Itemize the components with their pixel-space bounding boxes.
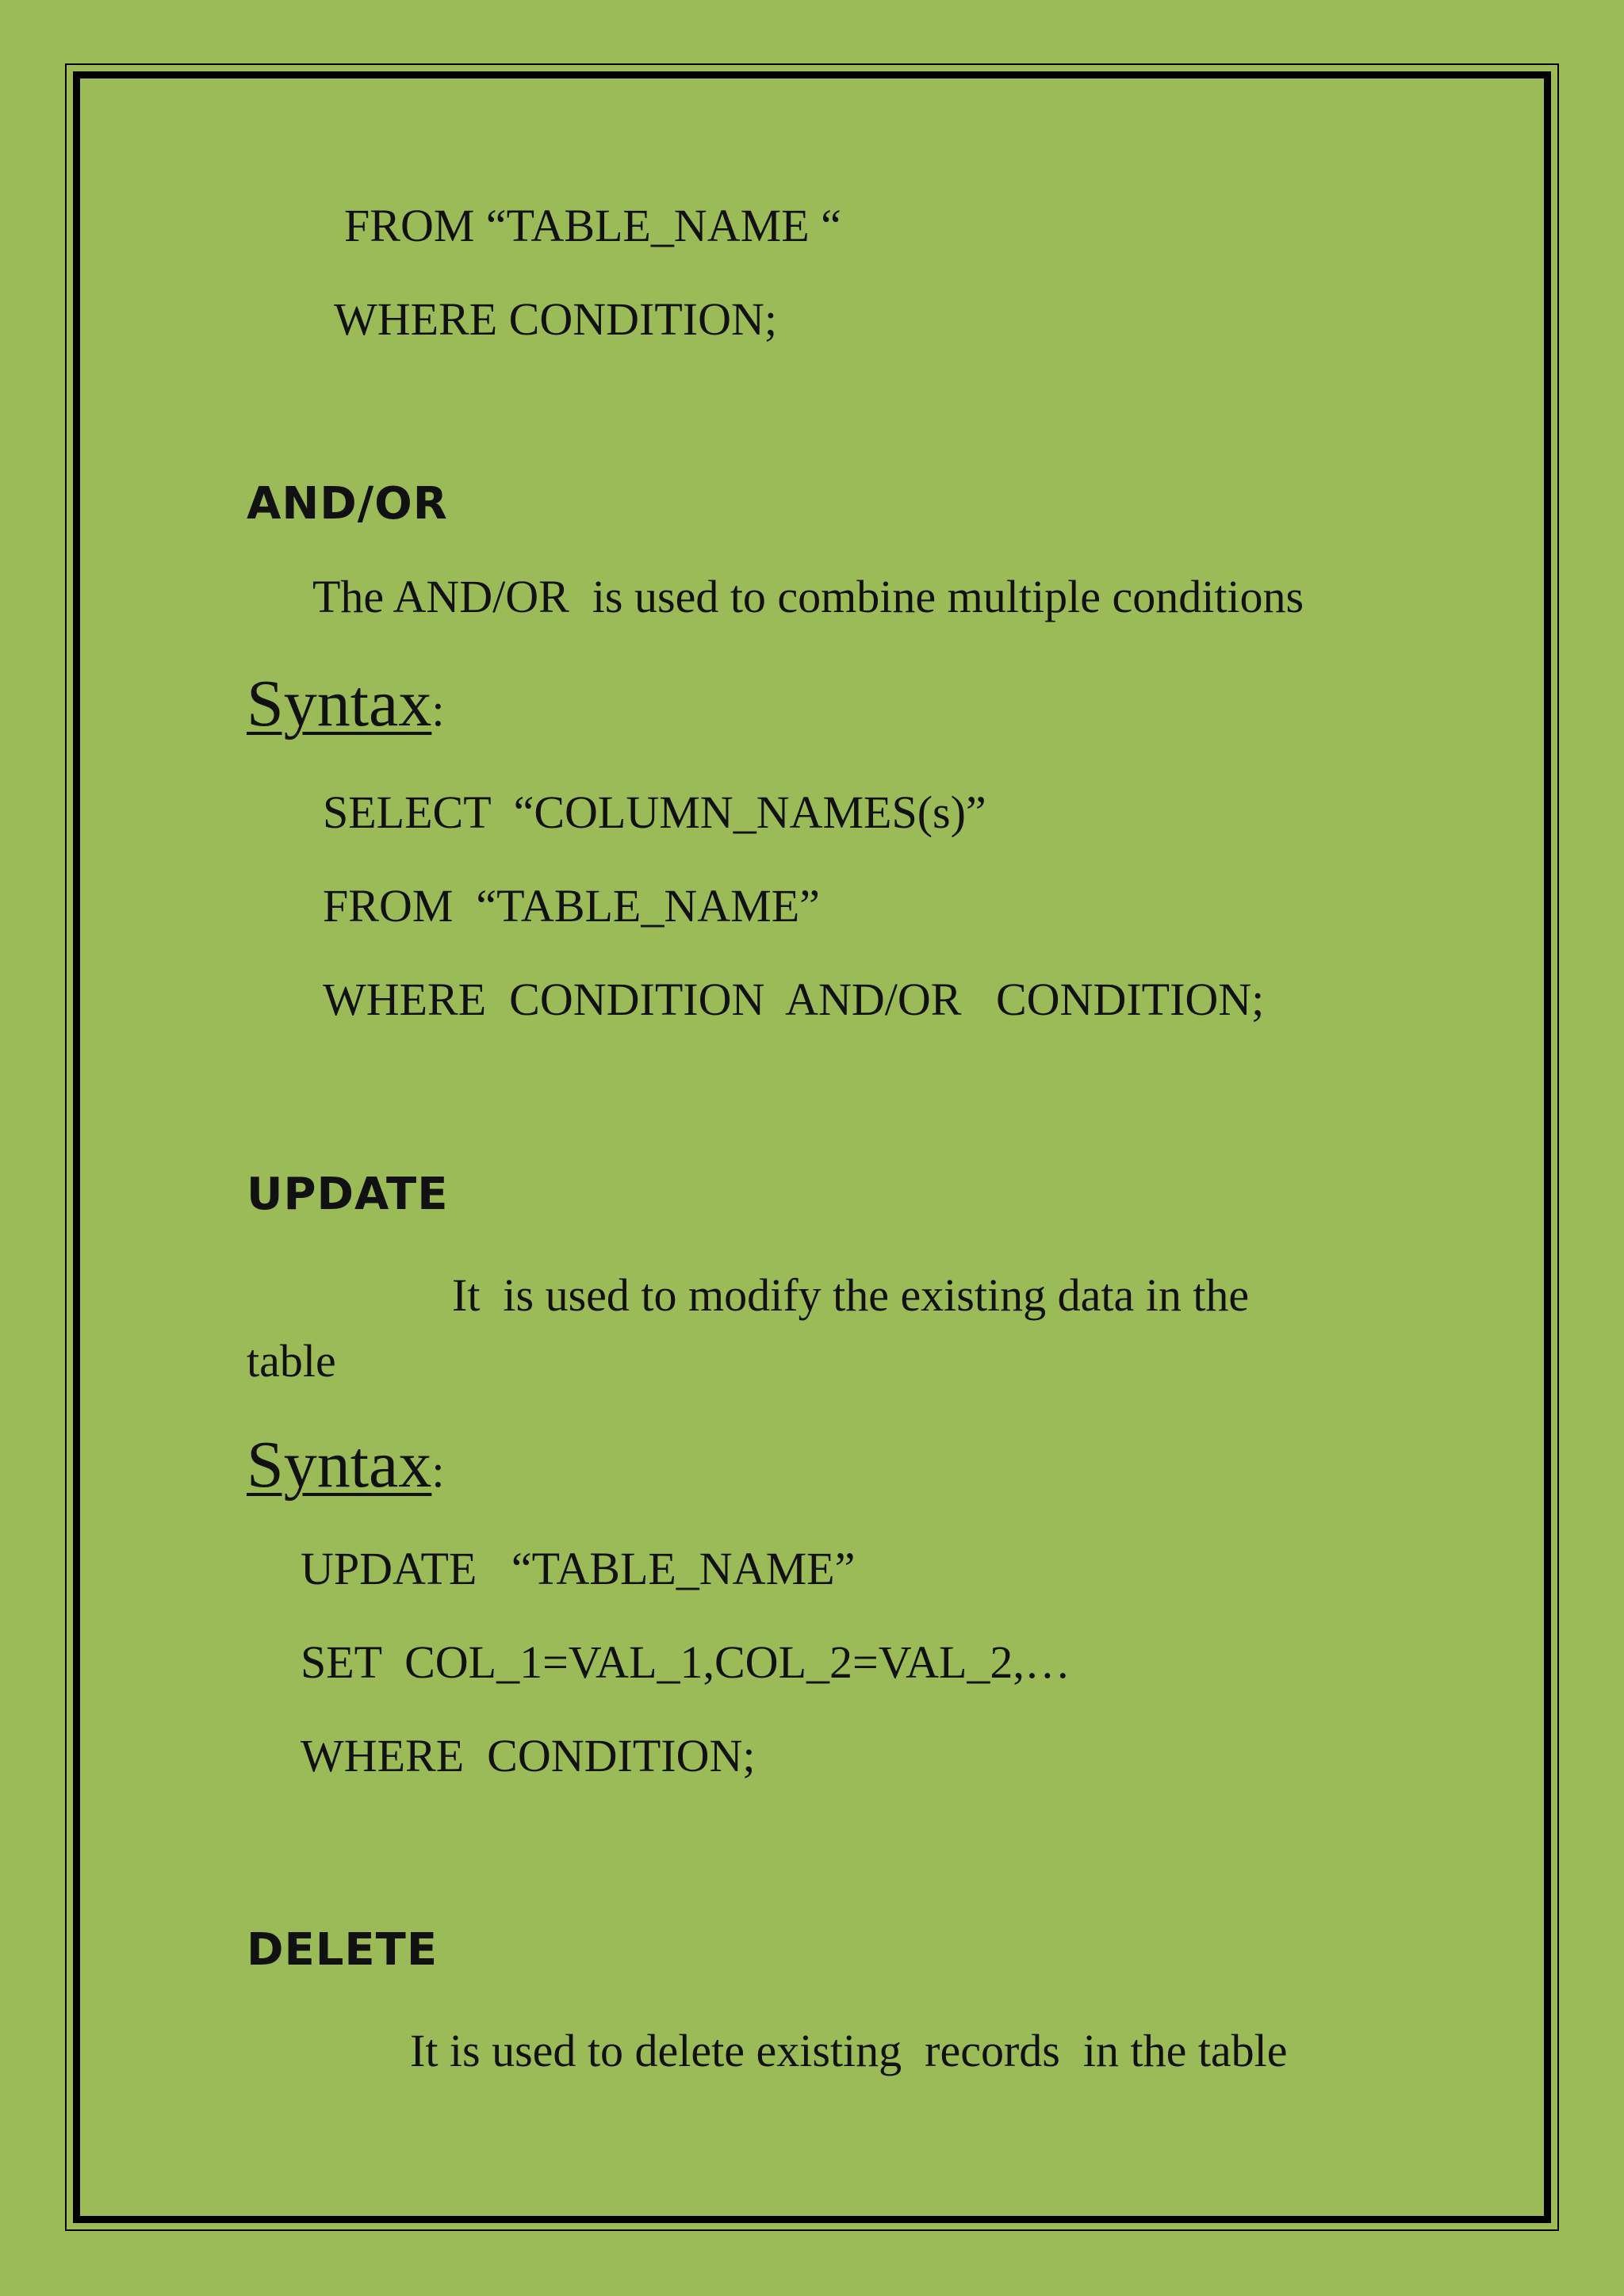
page-border-inner [73,71,1551,2223]
and-or-code-line-2: FROM “TABLE_NAME” [323,880,820,932]
update-description-line-1: It is used to modify the existing data in the [452,1269,1250,1321]
and-or-description: The AND/OR is used to combine multiple conditions [312,571,1304,622]
update-code-line-1: UPDATE “TABLE_NAME” [301,1543,856,1594]
and-or-code-line-1: SELECT “COLUMN_NAMES(s)” [323,786,986,838]
delete-description: It is used to delete existing records in the table [410,2025,1288,2076]
delete-heading: DELETE [247,1924,439,1976]
update-heading: UPDATE [247,1169,449,1220]
and-or-syntax-label [247,667,445,740]
update-code-line-3: WHERE CONDITION; [301,1730,756,1781]
update-code-line-2: SET COL_1=VAL_1,COL_2=VAL_2,… [301,1636,1071,1688]
and-or-code-line-3: WHERE CONDITION AND/OR CONDITION; [323,974,1265,1025]
and-or-syntax-word: Syntax [247,667,432,740]
update-syntax-colon: : [431,1445,445,1497]
update-description-line-2: table [247,1335,336,1387]
top-code-line-2: WHERE CONDITION; [334,293,777,345]
top-code-line-1: FROM “TABLE_NAME “ [344,200,841,251]
and-or-syntax-colon: : [431,684,445,736]
and-or-heading: AND/OR [247,478,448,530]
update-syntax-word: Syntax [247,1428,432,1502]
update-syntax-label [247,1428,445,1502]
